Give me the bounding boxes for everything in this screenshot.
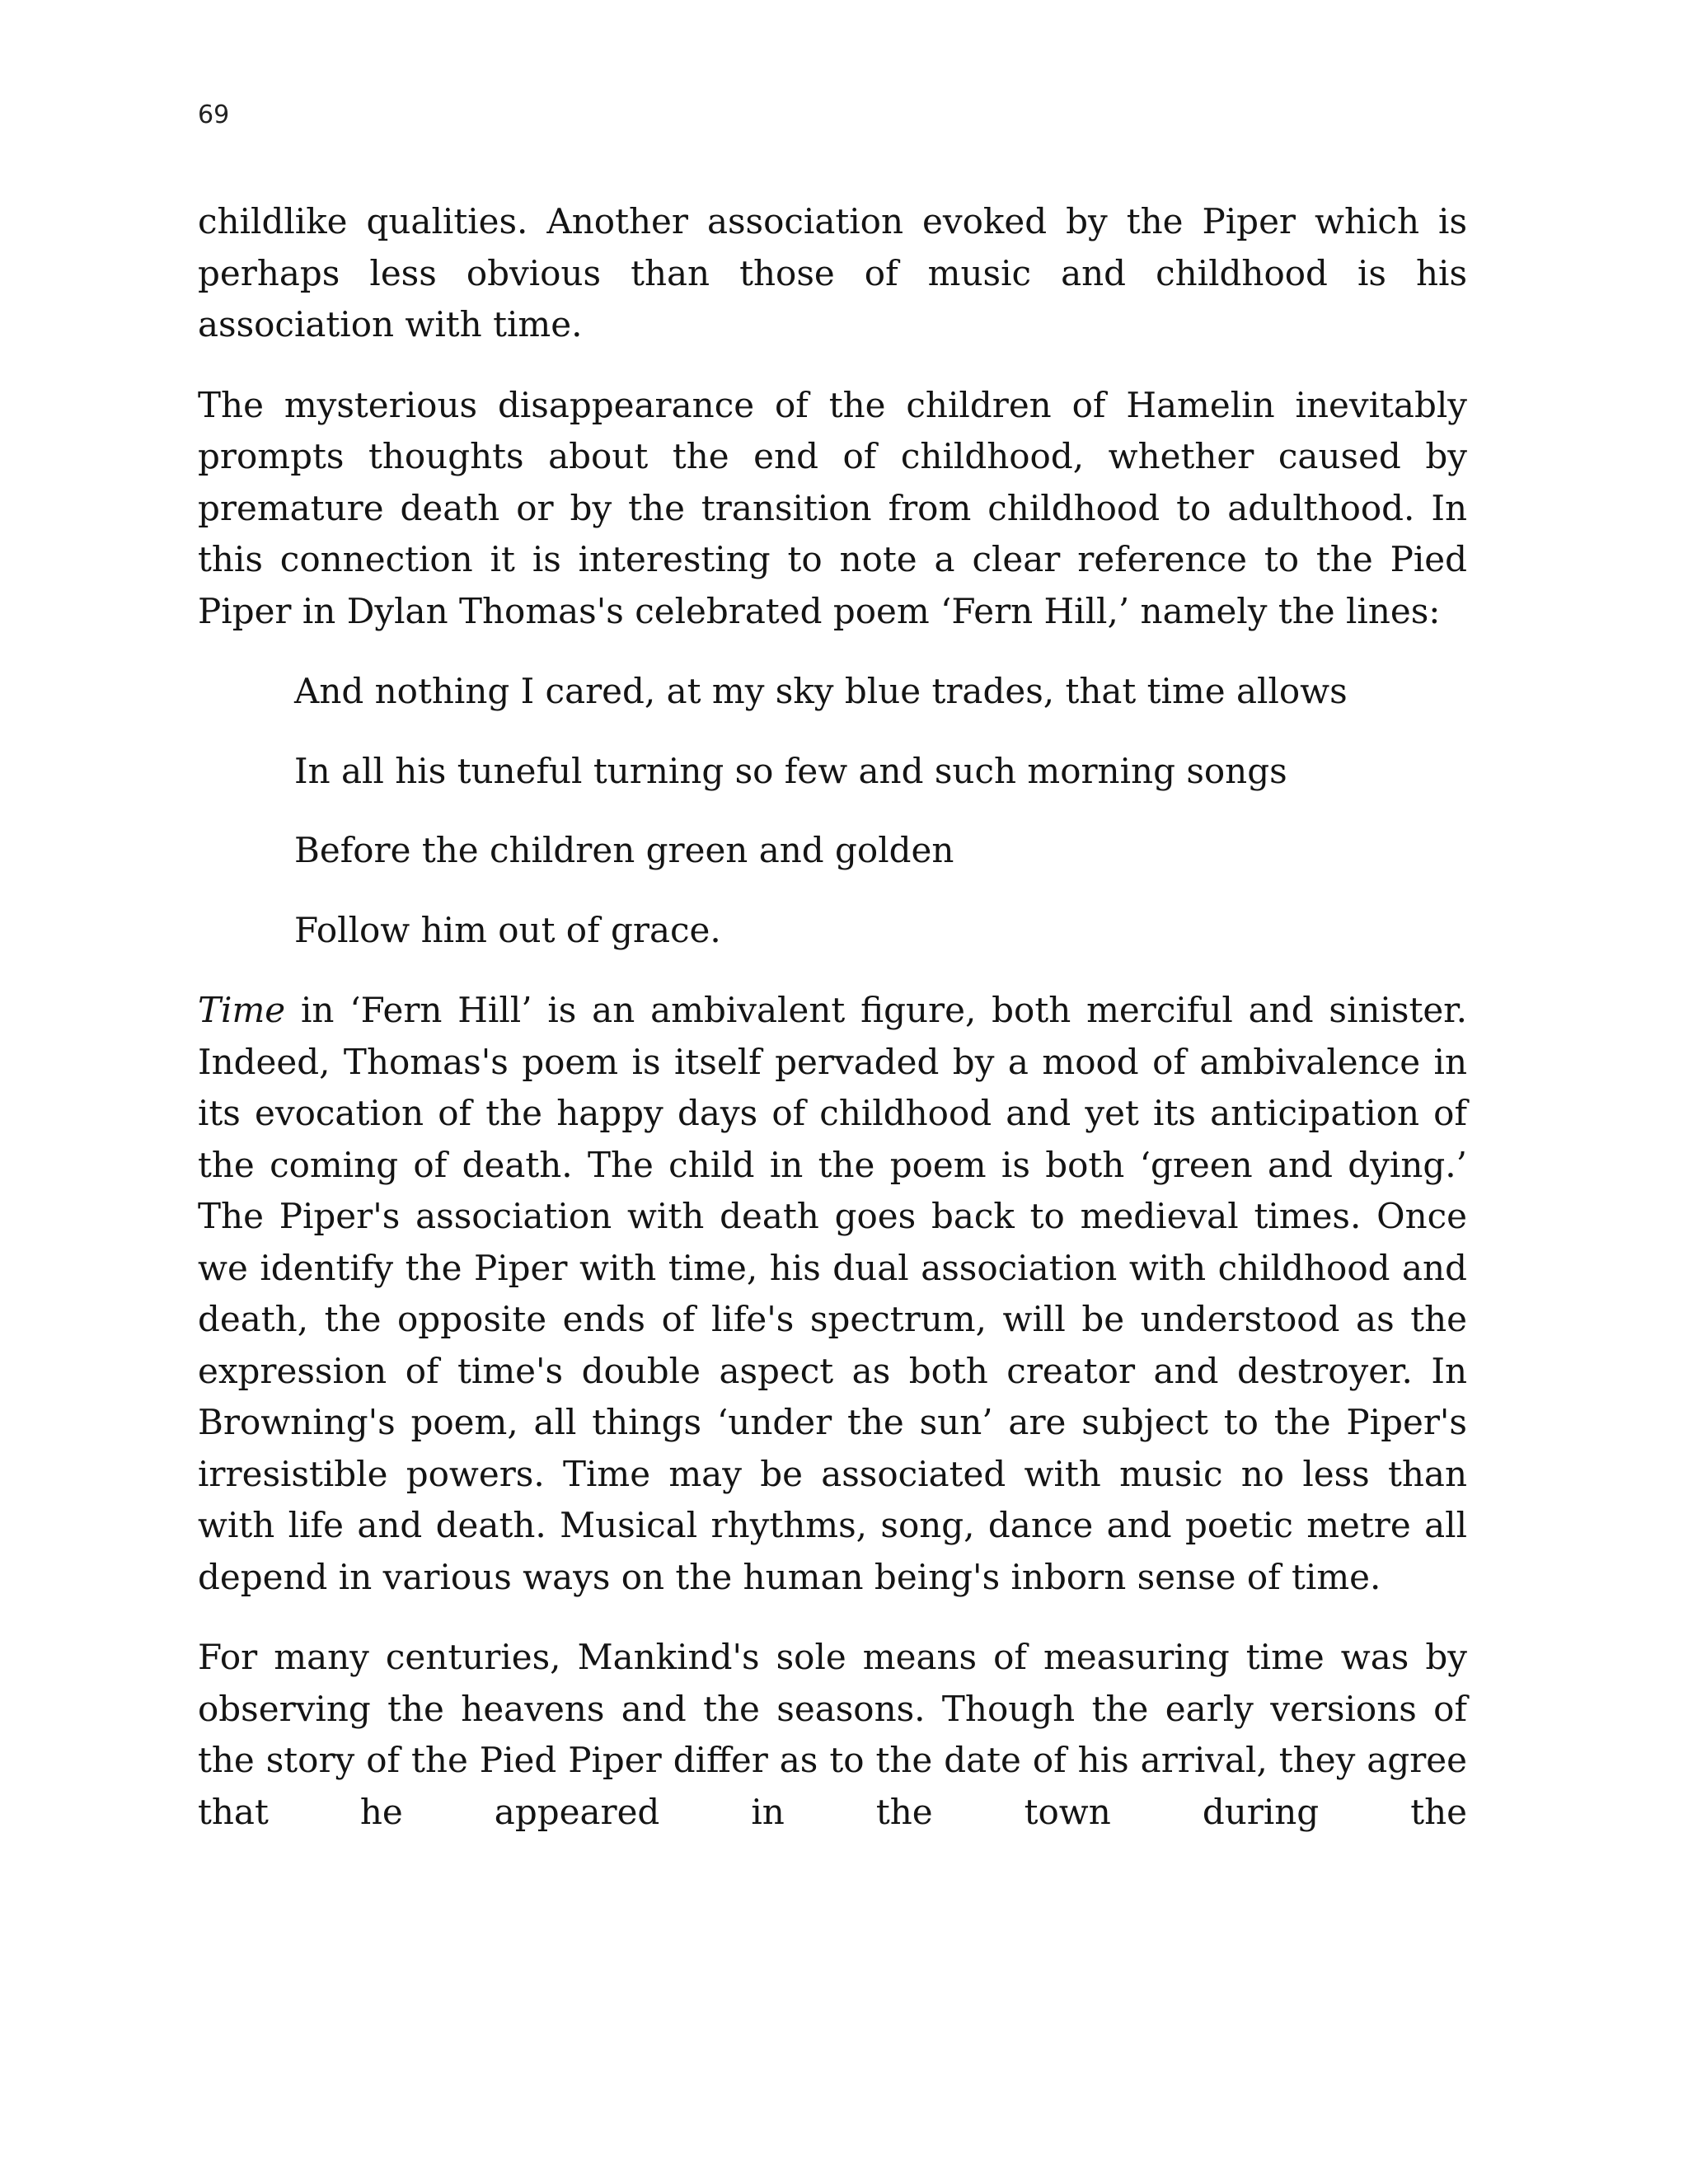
verse-line-1: And nothing I cared, at my sky blue trades, that time allows — [294, 671, 1348, 711]
paragraph-3-text: in ‘Fern Hill’ is an ambivalent figure, both merciful and sinister. Indeed, Thomas's poem is itself pervaded by a mood of ambivalence in its evocation of the happy days of childhood and yet its anticipation of the coming of death. The child in the poem is both ‘green and dying.’ The Piper's association with death goes back to medieval times. Once we identify the Piper with time, his dual association with childhood and death, the opposite ends of life's spectrum, will be understood as the expression of time's double aspect as both creator and destroyer. In Browning's poem, all things ‘under the sun’ are subject to the Piper's irresistible powers. Time may be associated with music no less than with life and death. Musical rhythms, song, dance and poetic metre all depend in various ways on the human being's inborn sense of time. — [198, 990, 1467, 1597]
verse-line-2: In all his tuneful turning so few and such morning songs — [294, 750, 1287, 791]
paragraph-3 — [198, 985, 1467, 1603]
page-number: 69 — [198, 101, 230, 129]
italic-term: Time — [198, 990, 286, 1030]
paragraph-2: The mysterious disappearance of the children of Hamelin inevitably prompts thoughts about the end of childhood, whether caused by premature death or by the transition from childhood to adulthood. In this connection it is interesting to note a clear reference to the Pied Piper in Dylan Thomas's celebrated poem ‘Fern Hill,’ namely the lines: — [198, 384, 1467, 631]
paragraph-4: For many centuries, Mankind's sole means of measuring time was by observing the heavens and the seasons. Though the early versions of the story of the Pied Piper differ as to the date of his arrival, they agree that he appeared in the town during the — [198, 1637, 1467, 1832]
poem-quotation — [198, 666, 1467, 956]
body-text — [198, 196, 1467, 1867]
verse-line-4: Follow him out of grace. — [294, 909, 721, 950]
paragraph-1: childlike qualities. Another association evoked by the Piper which is perhaps less obvious than those of music and childhood is his association with time. — [198, 201, 1467, 344]
verse-line-3: Before the children green and golden — [294, 830, 954, 870]
